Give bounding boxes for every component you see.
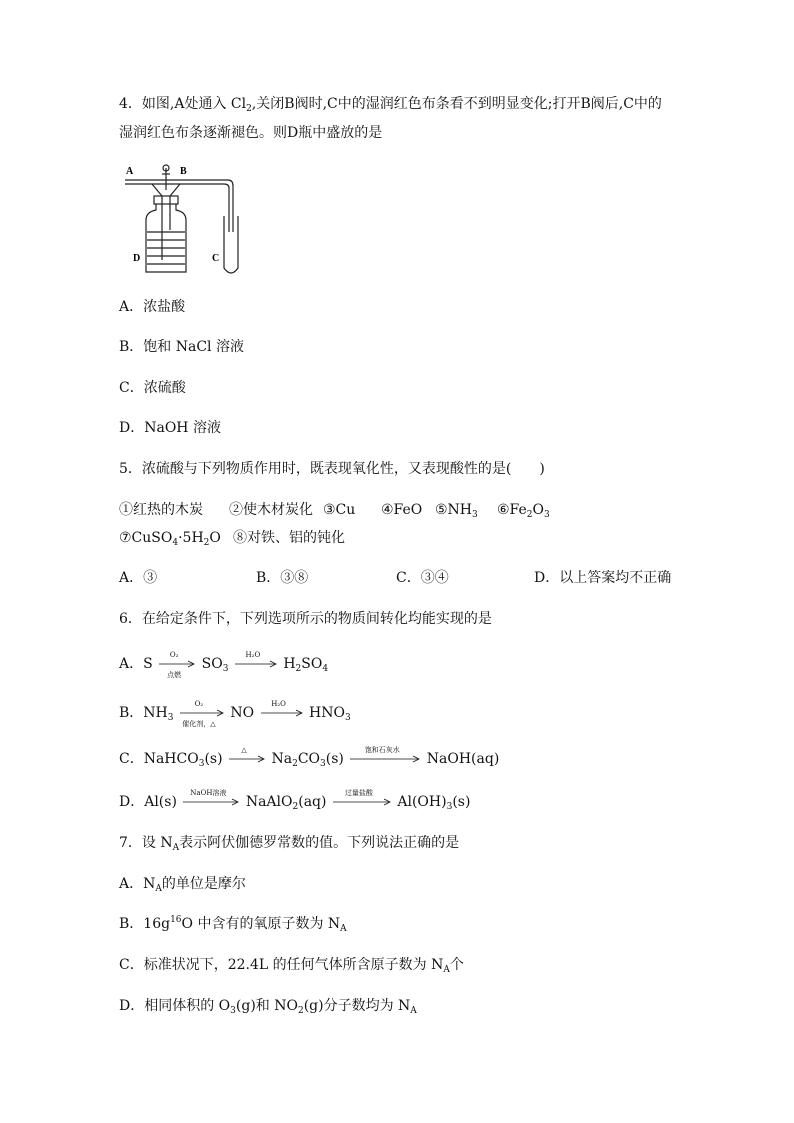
q5-item-6: $⑥Fe_2O_3$ <box>497 502 550 520</box>
q4-stem-line2: 湿润红色布条逐渐褪色。则D瓶中盛放的是 <box>119 125 383 141</box>
q7-option-d: D．相同体积的 $O_3(g)$和 $NO_2(g)$分子数均为 $N_A$ <box>119 998 417 1016</box>
reaction-arrow: △ <box>229 755 265 763</box>
reaction-arrow: H₂O <box>235 660 277 668</box>
q6-option-a: A．S O₂ 点燃 $SO_3$ H₂O $H_2SO_4$ <box>119 651 329 679</box>
reaction-arrow: O₂ 催化剂，△ <box>180 709 224 717</box>
q4-apparatus-figure <box>120 160 250 280</box>
q7-option-a: A．$N_A$的单位是摩尔 <box>119 876 246 894</box>
q5-item-4: ④FeO <box>381 502 423 518</box>
fig-label-c: C <box>212 253 220 264</box>
q5-item-2: ②使木材炭化 <box>229 502 313 518</box>
reaction-arrow: O₂ 点燃 <box>159 660 195 668</box>
q5-item-3: ③Cu <box>323 502 356 518</box>
q5-item-7: $⑦CuSO_4\cdot 5H_2O$ <box>119 530 221 548</box>
q5-item-5: $⑤NH_3$ <box>435 502 478 520</box>
q5-option-c: C．③④ <box>396 570 449 586</box>
q5-stem: 5．浓硫酸与下列物质作用时，既表现氧化性，又表现酸性的是( ) <box>119 461 545 477</box>
q5-item-1: ①红热的木炭 <box>119 502 203 518</box>
q4-stem-line1: 4．如图,A处通入 $Cl_2$,关闭B阀时,C中的湿润红色布条看不到明显变化;打开B阀后,C中的 <box>119 96 662 114</box>
fig-label-a: A <box>126 166 134 177</box>
q5-option-b: B．③⑧ <box>256 570 309 586</box>
reaction-arrow: NaOH溶液 <box>183 798 239 806</box>
q5-item-8: ⑧对铁、铝的钝化 <box>233 530 345 546</box>
q4-option-d: D．NaOH 溶液 <box>119 420 221 436</box>
q6-option-c: C．NaHCO$_3$(s) △ $Na_2CO_3(s)$ 饱和石灰水 NaOH(aq) <box>119 746 500 769</box>
fig-label-b: B <box>180 166 187 177</box>
q7-stem: 7．设 $N_A$表示阿伏伽德罗常数的值。下列说法正确的是 <box>119 835 460 853</box>
reaction-arrow: 过量盐酸 <box>333 798 391 806</box>
reaction-arrow: H₂O <box>261 709 303 717</box>
q5-option-d: D．以上答案均不正确 <box>534 570 672 586</box>
q4-option-a: A．浓盐酸 <box>119 299 186 315</box>
q4-option-b: B．饱和 NaCl 溶液 <box>119 339 244 355</box>
q6-option-b: B．$NH_3$ O₂ 催化剂，△ NO H₂O $HNO_3$ <box>119 700 351 728</box>
q7-option-b: B．$16g^{16}O$ 中含有的氧原子数为 $N_A$ <box>119 915 347 934</box>
q7-option-c: C．标准状况下，22.4L 的任何气体所含原子数为 $N_A$个 <box>119 957 464 975</box>
q6-option-d: D．Al(s) NaOH溶液 NaAlO$_2$(aq) 过量盐酸 $Al(OH)_3(s)$ <box>119 789 471 812</box>
q6-stem: 6．在给定条件下，下列选项所示的物质间转化均能实现的是 <box>119 611 492 627</box>
reaction-arrow: 饱和石灰水 <box>350 755 420 763</box>
q5-option-a: A．③ <box>119 570 158 586</box>
q4-option-c: C．浓硫酸 <box>119 380 186 396</box>
fig-label-d: D <box>133 253 141 264</box>
